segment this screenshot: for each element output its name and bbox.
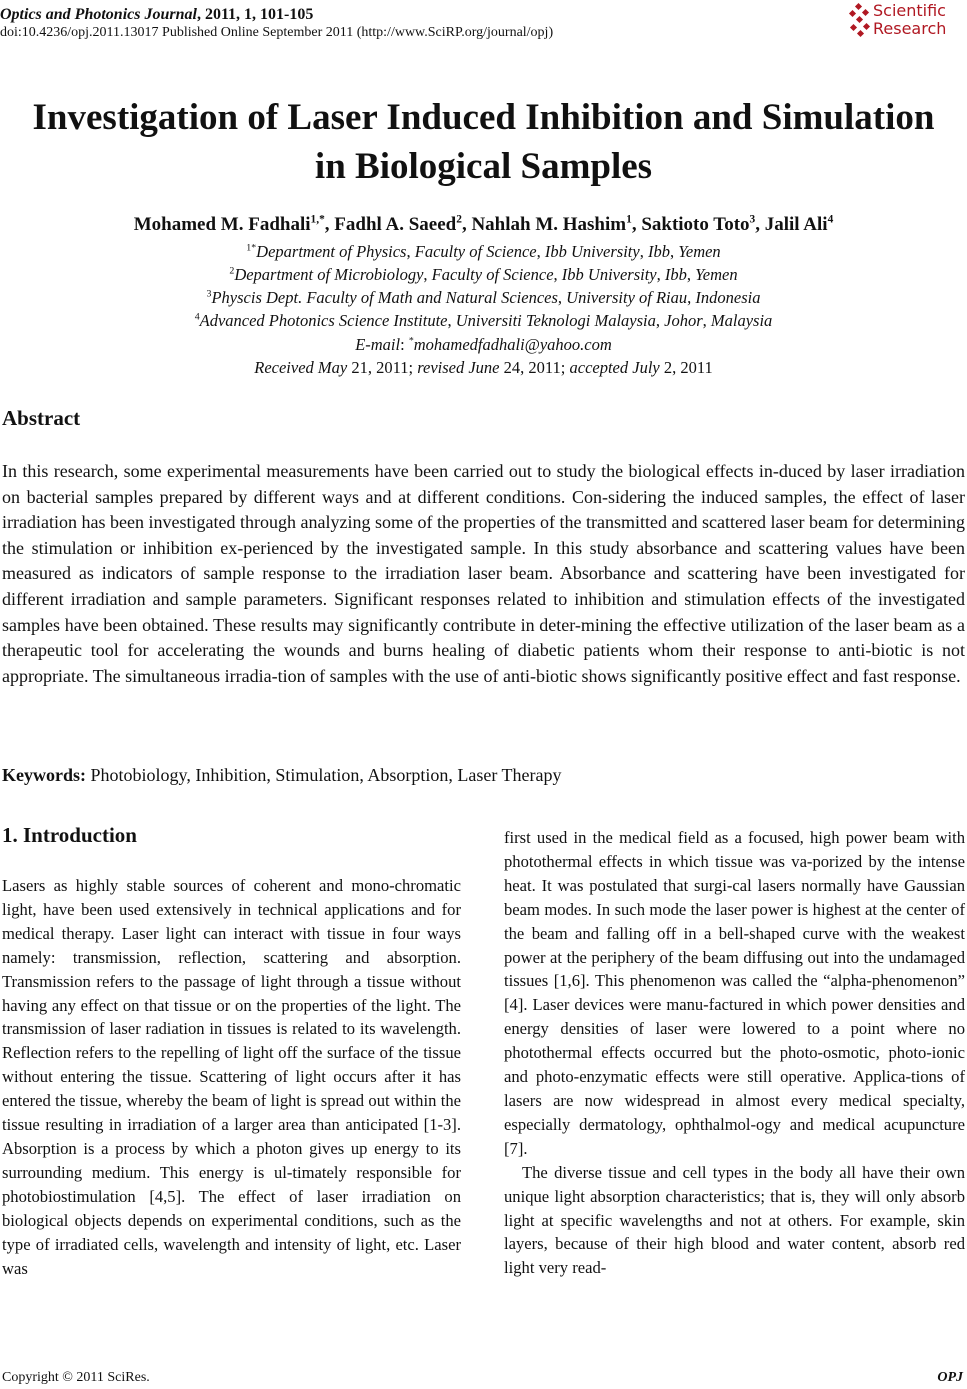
author-name: Mohamed M. Fadhali bbox=[133, 214, 311, 235]
abstract-heading: Abstract bbox=[2, 406, 81, 430]
publisher-logo bbox=[848, 2, 967, 42]
affiliation-4: $^4$Advanced Photonics Science Institute, Universiti Teknologi Malaysia, Johor, Malaysia bbox=[194, 311, 773, 330]
author-name: Jalil Ali bbox=[764, 214, 828, 235]
keywords-line bbox=[2, 763, 561, 787]
abstract-body: In this research, some experimental measurements have been carried out to study the biological effects in-duced by laser irradiation on bacterial samples prepared by different ways and at different conditions. Con-sidering the induced samples, the effect of laser irradiation has been investigated through analyzing some of the properties of the transmitted and scattered laser beam for determining the stimulation or inhibition ex-perienced by the investigated sample. In this study absorbance and scattering values have been measured as indicators of sample response to the irradiation laser beam. Absorbance and scattering have been investigated for different irradiation and sample parameters. Significant responses related to inhibition and stimulation effects of the investigated samples have been obtained. These results may significantly contribute in deter-mining the effective utilization of the laser beam as a therapeutic tool for accelerating the wounds and burns healing of diabetic patients whom their response to anti-biotic is not appropriate. The simultaneous irradia-tion of samples with the use of anti-biotic shows significantly positive effect and fast response. bbox=[2, 461, 965, 686]
affiliation-1: $^{1*}$Department of Physics, Faculty of Science, Ibb University, Ibb, Yemen bbox=[246, 242, 721, 261]
received-dates: Received May 21, 2011; revised June 24, 2011; accepted July 2, 2011 bbox=[254, 358, 713, 377]
email-line: E-mail: *mohamedfadhali@yahoo.com bbox=[355, 335, 612, 354]
affiliation-2: $^2$Department of Microbiology, Faculty of Science, Ibb University, Ibb, Yemen bbox=[229, 265, 738, 284]
journal-volume-info: , 2011, 1, 101-105 bbox=[196, 6, 314, 23]
section-heading-introduction: 1. Introduction bbox=[2, 823, 137, 847]
author-name: Saktioto Toto bbox=[641, 214, 750, 235]
intro-paragraph-3: The diverse tissue and cell types in the body all have their own unique light absorption characteristics; that is, they will only absorb light at specific wavelengths and not at others. For example, skin layers, because of their high blood and water content, absorb red light very read- bbox=[504, 1162, 965, 1278]
logo-wordmark: Scientific Research bbox=[873, 1, 947, 38]
keywords-label: Keywords: bbox=[2, 765, 86, 785]
author-name: Nahlah M. Hashim bbox=[471, 214, 627, 235]
author-name: Fadhl A. Saeed bbox=[334, 214, 457, 235]
diamond-logo-icon bbox=[848, 2, 872, 42]
paper-title: Investigation of Laser Induced Inhibition and Simulation in Biological Samples bbox=[32, 97, 935, 187]
journal-name: Optics and Photonics Journal bbox=[0, 6, 197, 23]
intro-paragraph-2: first used in the medical field as a focused, high power beam with photothermal effects in which tissue was va-porized by the intense heat. It was postulated that surgi-cal lasers normally have Gaussian beam modes. In such mode the laser power is highest at the center of the beam and falling off in a bell-shaped curve with the weakest power at the periphery of the beam diffusing out into the undamaged tissues [1,6]. This phenomenon was called the “alpha-phenomenon” [4]. Laser devices were manu-factured in which power densities and energy densities of laser were lowered to a point where no photothermal effects occurred but the photo-osmotic, photo-ionic and photo-enzymatic effects were still operative. Applica-tions of lasers are now widespread in almost every medical specialty, especially dermatology, ophthalmol-ogy and medical acupuncture [7]. bbox=[504, 828, 965, 1158]
left-column bbox=[2, 874, 461, 1280]
journal-citation bbox=[0, 6, 313, 24]
doi-line: doi:10.4236/opj.2011.13017 Published Online September 2011 (http://www.SciRP.org/journal/opj) bbox=[0, 25, 554, 40]
copyright-notice: Copyright © 2011 SciRes. bbox=[2, 1370, 150, 1385]
keywords-list: Photobiology, Inhibition, Stimulation, Absorption, Laser Therapy bbox=[86, 765, 562, 785]
intro-paragraph-1: Lasers as highly stable sources of coherent and mono-chromatic light, have been used extensively in technical applications and for medical therapy. Laser light can interact with tissue in four ways namely: transmission, reflection, scattering and absorption. Transmission refers to the passage of light through a tissue without having any effect on that tissue or on the properties of the light. The transmission of laser radiation in tissues is related to its wavelength. Reflection refers to the repelling of light off the surface of the tissue without entering the tissue. Scattering of light occurs after it has entered the tissue, whereby the beam of light is spread out within the tissue resulting in irradiation of a larger area than anticipated [1-3]. Absorption is a process by which a photon gives up energy to its surrounding medium. This energy is ul-timately responsible for photobiostimulation [4,5]. The effect of laser irradiation on biological objects depends on experimental conditions, such as the type of irradiated cells, wavelength and intensity of light, etc. Laser was bbox=[2, 876, 461, 1278]
affiliation-3: $^3$Physcis Dept. Faculty of Math and Natural Sciences, University of Riau, Indonesia bbox=[206, 288, 761, 307]
journal-abbreviation: OPJ bbox=[937, 1370, 963, 1385]
right-column bbox=[504, 826, 965, 1280]
author-email[interactable]: mohamedfadhali@yahoo.com bbox=[413, 335, 612, 354]
author-list: Mohamed M. Fadhali$^{1,*}$, Fadhl A. Saeed$^2$, Nahlah M. Hashim$^1$, Saktioto Toto$^3$, Jalil Ali$^4$ bbox=[133, 213, 834, 235]
